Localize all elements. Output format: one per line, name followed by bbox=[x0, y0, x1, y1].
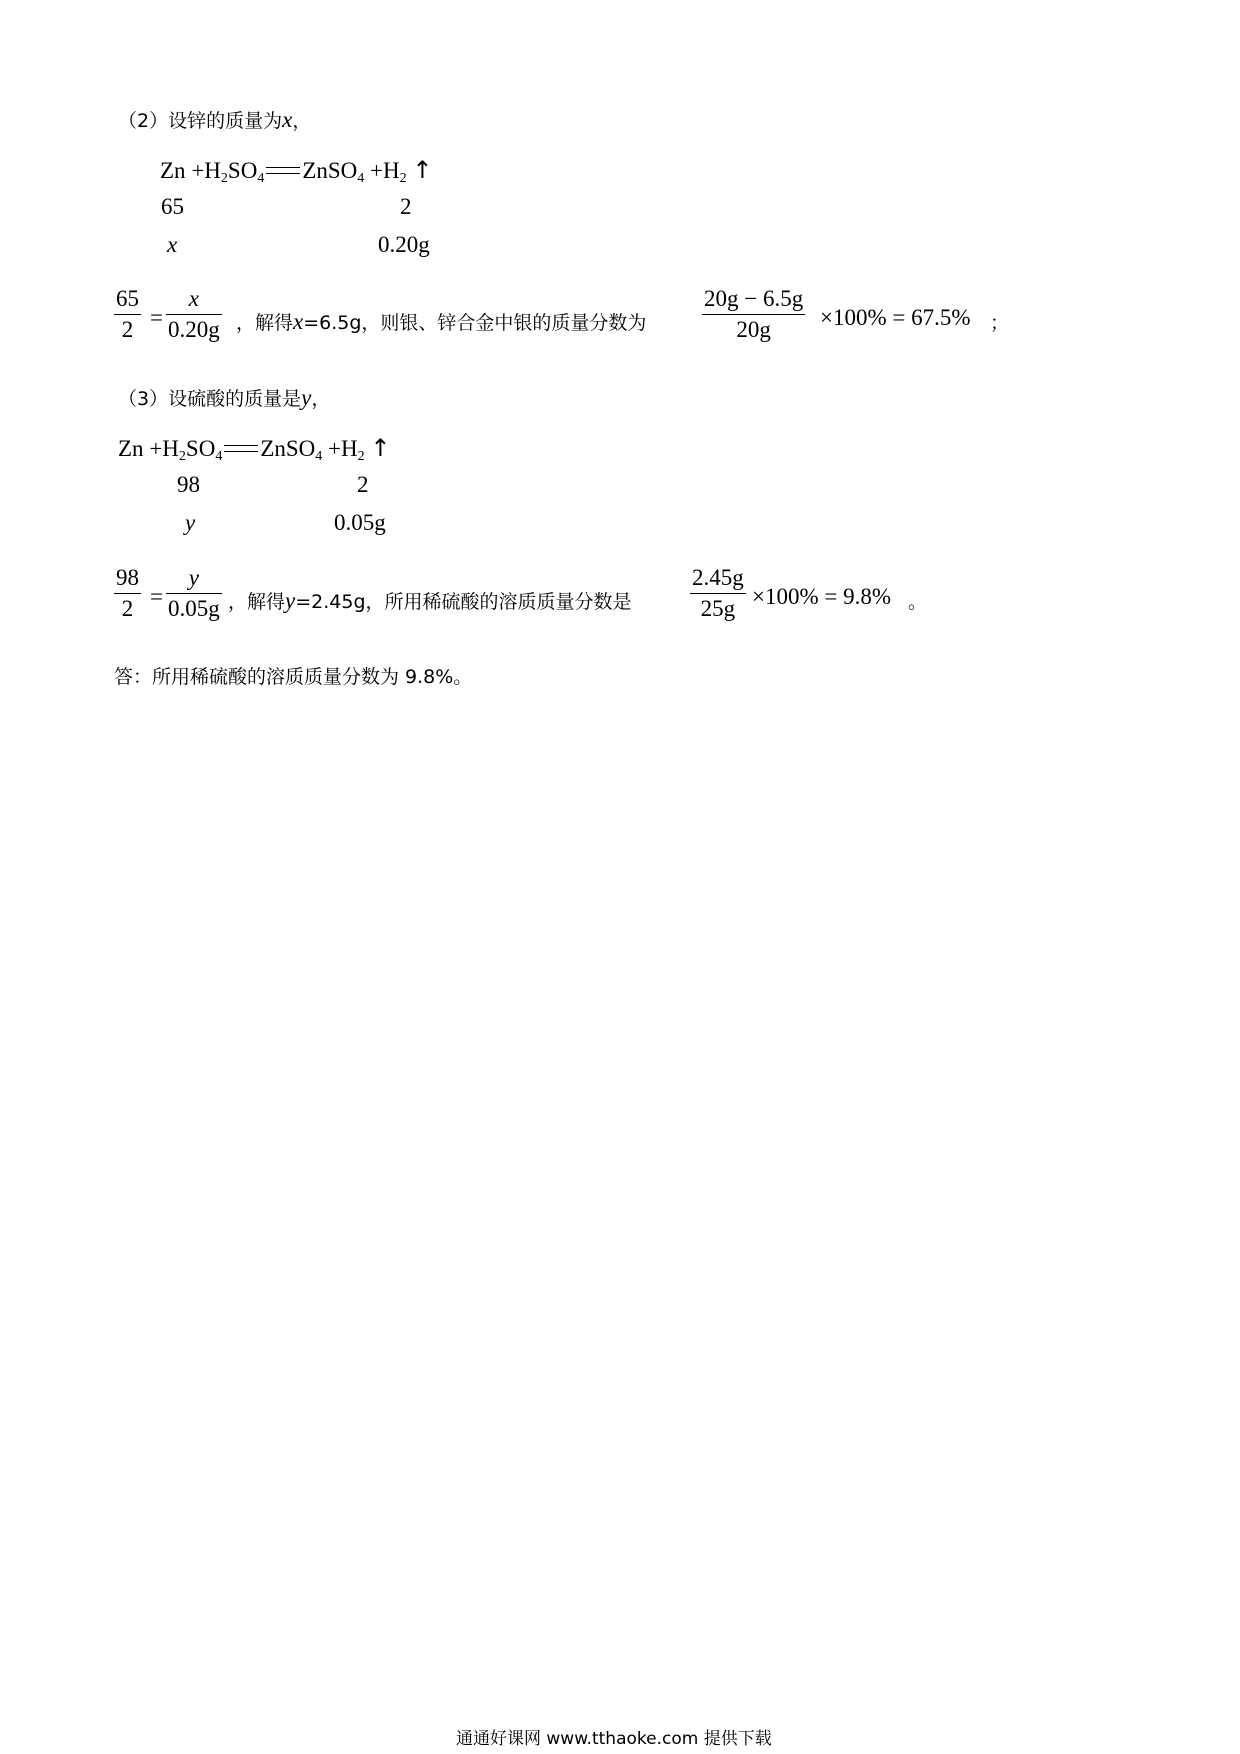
part2-solve-text bbox=[236, 308, 646, 335]
part2-ratio-equals: = bbox=[150, 305, 163, 330]
solve-var: x bbox=[293, 309, 304, 334]
answer-text: 答：所用稀硫酸的溶质质量分数为 9.8%。 bbox=[114, 666, 473, 688]
part2-row2-right: 0.20g bbox=[378, 232, 430, 257]
fraction-denominator: 2 bbox=[121, 596, 134, 621]
part3-row2-left: y bbox=[185, 510, 196, 535]
part2-heading-tail: ， bbox=[292, 110, 312, 132]
fraction-denominator: 2 bbox=[121, 317, 134, 342]
part3-ratio-left bbox=[114, 563, 141, 624]
eq-zn: Zn bbox=[118, 436, 144, 461]
up-arrow-icon: ↑ bbox=[370, 434, 391, 462]
part3-end-punct: 。 bbox=[908, 591, 928, 613]
eq-sub: 4 bbox=[257, 171, 265, 186]
eq-znso: ZnSO bbox=[302, 158, 358, 183]
solve-prefix: ，解得 bbox=[236, 312, 294, 334]
part3-row1-right: 2 bbox=[357, 472, 369, 497]
eq-sub: 2 bbox=[357, 449, 365, 464]
part2-percentage-result: ×100% = 67.5% bbox=[820, 305, 971, 330]
fraction-numerator: x bbox=[188, 286, 199, 311]
eq-sub: 4 bbox=[215, 449, 223, 464]
up-arrow-icon: ↑ bbox=[412, 156, 433, 184]
part2-heading bbox=[118, 106, 311, 133]
solve-var: y bbox=[285, 588, 296, 613]
part3-row1-left: 98 bbox=[177, 472, 200, 497]
double-line-equals bbox=[224, 445, 258, 452]
part2-heading-var: x bbox=[282, 107, 293, 132]
part3-heading-text: （3）设硫酸的质量是 bbox=[118, 388, 302, 410]
part3-heading-var: y bbox=[301, 385, 312, 410]
eq-plus-h: +H bbox=[370, 158, 400, 183]
fraction-numerator: 98 bbox=[116, 565, 139, 590]
part3-equation bbox=[118, 434, 390, 462]
solve-prefix: ，解得 bbox=[228, 591, 286, 613]
part2-row1-right: 2 bbox=[400, 194, 412, 219]
fraction-denominator: 0.05g bbox=[168, 596, 220, 621]
part3-heading bbox=[118, 384, 330, 411]
eq-zn: Zn bbox=[160, 158, 186, 183]
part2-row1-left: 65 bbox=[161, 194, 184, 219]
eq-plus-h: +H bbox=[149, 436, 179, 461]
part3-ratio-equals: = bbox=[150, 584, 163, 609]
fraction-denominator: 0.20g bbox=[168, 317, 220, 342]
double-line-equals bbox=[266, 167, 300, 174]
fraction-numerator: 20g − 6.5g bbox=[704, 286, 804, 311]
part2-equation bbox=[160, 156, 432, 184]
solve-value: =2.45g，所用稀硫酸的溶质质量分数是 bbox=[295, 591, 632, 613]
eq-plus-h: +H bbox=[328, 436, 358, 461]
fraction-denominator: 20g bbox=[736, 317, 771, 342]
eq-znso: ZnSO bbox=[260, 436, 316, 461]
eq-sub: 4 bbox=[315, 449, 323, 464]
fraction-denominator: 25g bbox=[700, 596, 736, 621]
solve-value: =6.5g，则银、锌合金中银的质量分数为 bbox=[303, 312, 647, 334]
eq-sub: 2 bbox=[220, 171, 228, 186]
part3-ratio-right bbox=[166, 563, 222, 624]
eq-so: SO bbox=[227, 158, 258, 183]
part2-ratio-right bbox=[166, 284, 222, 345]
fraction-numerator: 2.45g bbox=[692, 565, 744, 590]
part2-ratio-left bbox=[114, 284, 141, 345]
eq-plus-h: +H bbox=[191, 158, 221, 183]
part2-percentage-fraction bbox=[702, 284, 805, 345]
eq-sub: 4 bbox=[357, 171, 365, 186]
part3-percentage-fraction bbox=[690, 563, 746, 624]
fraction-numerator: y bbox=[188, 565, 199, 590]
eq-sub: 2 bbox=[399, 171, 407, 186]
part3-percentage-result: ×100% = 9.8% bbox=[752, 584, 892, 609]
eq-sub: 2 bbox=[178, 449, 186, 464]
part3-solve-text bbox=[228, 587, 632, 614]
part3-heading-tail: ， bbox=[311, 388, 331, 410]
eq-so: SO bbox=[185, 436, 216, 461]
page-footer: 通通好课网 www.tthaoke.com 提供下载 bbox=[456, 1729, 772, 1749]
fraction-numerator: 65 bbox=[116, 286, 139, 311]
part2-row2-left: x bbox=[167, 232, 178, 257]
part2-end-punct: ； bbox=[990, 312, 1010, 334]
part3-row2-right: 0.05g bbox=[334, 510, 386, 535]
part2-heading-text: （2）设锌的质量为 bbox=[118, 110, 283, 132]
